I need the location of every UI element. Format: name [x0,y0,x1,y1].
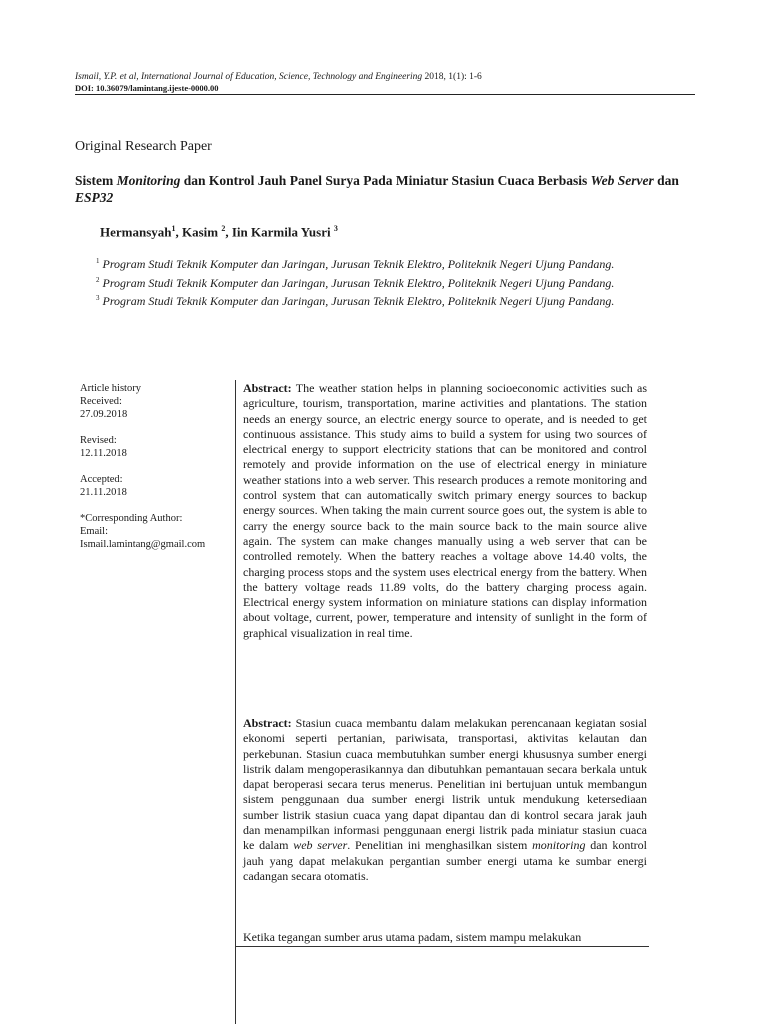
paper-title [75,172,705,206]
abstract-text-italic: monitoring [532,838,586,853]
title-segment-italic: ESP32 [75,190,114,205]
section-divider [235,946,649,947]
revised-date: 12.11.2018 [80,448,127,459]
author-affil-mark: 3 [333,224,338,233]
spacer [80,421,230,434]
title-segment-italic: Monitoring [116,173,181,188]
affiliation-text: Program Studi Teknik Komputer dan Jaringan, Jurusan Teknik Elektro, Politeknik Negeri Ujung Pandang. [99,275,615,290]
abstract-continuation: Ketika tegangan sumber arus utama padam, sistem mampu melakukan [243,930,582,944]
abstract-text: . Penelitian ini menghasilkan sistem [347,838,533,853]
abstract-text-italic: web server [293,838,348,853]
doi-line: DOI: 10.36079/lamintang.ijeste-0000.00 [75,83,219,93]
abstract-english [243,381,647,641]
affiliation-mark: 1 [96,257,100,265]
affiliation-mark: 2 [96,275,100,284]
abstract-label: Abstract: [243,381,292,395]
author-affil-mark: 1 [171,224,176,233]
spacer [80,460,230,473]
abstract-indonesian [243,716,647,884]
accepted-label: Accepted: [80,474,123,485]
corresponding-label: *Corresponding Author: [80,513,183,524]
title-segment-italic: Web Server [590,173,654,188]
received-label: Received: [80,396,122,407]
author-name: Hermansyah [100,224,172,240]
email-label: Email: [80,526,108,537]
received-date: 27.09.2018 [80,409,128,420]
history-heading: Article history [80,383,141,394]
affiliation [96,273,656,292]
title-segment: dan Kontrol Jauh Panel Surya Pada Miniatur Stasiun Cuaca Berbasis [180,173,591,188]
abstract-text: Stasiun cuaca membantu dalam melakukan perencanaan kegiatan sosial ekonomi seperti pertanian, pariwisata, transportasi, aktivitas kelautan dan perkebunan. Stasiun cuaca membutuhkan sumber energi khususnya sumber energi listrik dalam mengoperasikannya dan dibutuhkan pemantauan secara berkala untuk dapat beroperasi secara terus menerus. Penelitian ini bertujuan untuk membangun sistem penggunaan dua sumber energi listrik untuk mendukung ketersediaan sumber listrik stasiun cuaca yang dapat dipantau dan di kontrol secara jarak jauh dan menampilkan informasi penggunaan energi listrik pada miniatur stasiun cuaca ke dalam [243,716,647,853]
corresponding-email: Ismail.lamintang@gmail.com [80,539,206,550]
accepted-date: 21.11.2018 [80,487,127,498]
title-segment: Sistem [75,173,117,188]
spacer [80,499,230,512]
affiliation [96,254,656,273]
column-divider [235,380,236,1024]
affiliation [96,291,656,310]
revised-label: Revised: [80,435,117,446]
title-segment: dan [653,173,679,188]
author-name: Iin Karmila Yusri [231,224,334,240]
author-name: Kasim [182,224,222,240]
affiliation-list [96,254,656,310]
header-divider [75,94,695,95]
affiliation-text: Program Studi Teknik Komputer dan Jaringan, Jurusan Teknik Elektro, Politeknik Negeri Ujung Pandang. [99,294,615,309]
affiliation-mark: 3 [96,294,100,303]
author-list: Hermansyah$^1$, Kasim $^2$, Iin Karmila Yusri $^3$ [100,224,338,240]
abstract-text: dan kontrol jauh yang dapat melakukan pergantian sumber energi utama ke sumbar energi cadangan secara otomatis. [243,838,647,883]
citation-text: Ismail, Y.P. et al, International Journal of Education, Science, Technology and Engineering [75,72,423,82]
citation-suffix: 2018, 1(1): 1-6 [424,72,482,82]
article-history [80,382,230,551]
paper-type: Original Research Paper [75,139,212,154]
abstract-label: Abstract: [243,716,292,730]
affiliation-text: Program Studi Teknik Komputer dan Jaringan, Jurusan Teknik Elektro, Politeknik Negeri Ujung Pandang. [99,257,615,271]
author-affil-mark: 2 [221,224,226,233]
abstract-text: The weather station helps in planning socioeconomic activities such as agriculture, tourism, transportation, marine activities and plantations. The station needs an energy source, an electric energy source to operate, and is needed to get continuous assistance. This study aims to build a system for using two sources of electrical energy to support electricity stations that can be monitored and control remotely and provide information on the use of electrical energy in miniature weather stations into a web server. This research produces a remote monitoring and control system that can automatically switch primary energy sources to backup energy sources. When taking the main current source goes out, the system is able to carry the energy source back to the main source back to the main source alive again. The system can make changes manually using a web server that can be controlled remotely. When the battery reaches a voltage above 14.40 volts, the charging process stops and the system uses electrical energy from the battery. When the battery voltage reads 11.89 volts, do the battery charging process again. Electrical energy system information on miniature stations can display information about voltage, current, power, temperature and intensity of sunlight in the form of graphical visualization in real time. [243,381,647,640]
